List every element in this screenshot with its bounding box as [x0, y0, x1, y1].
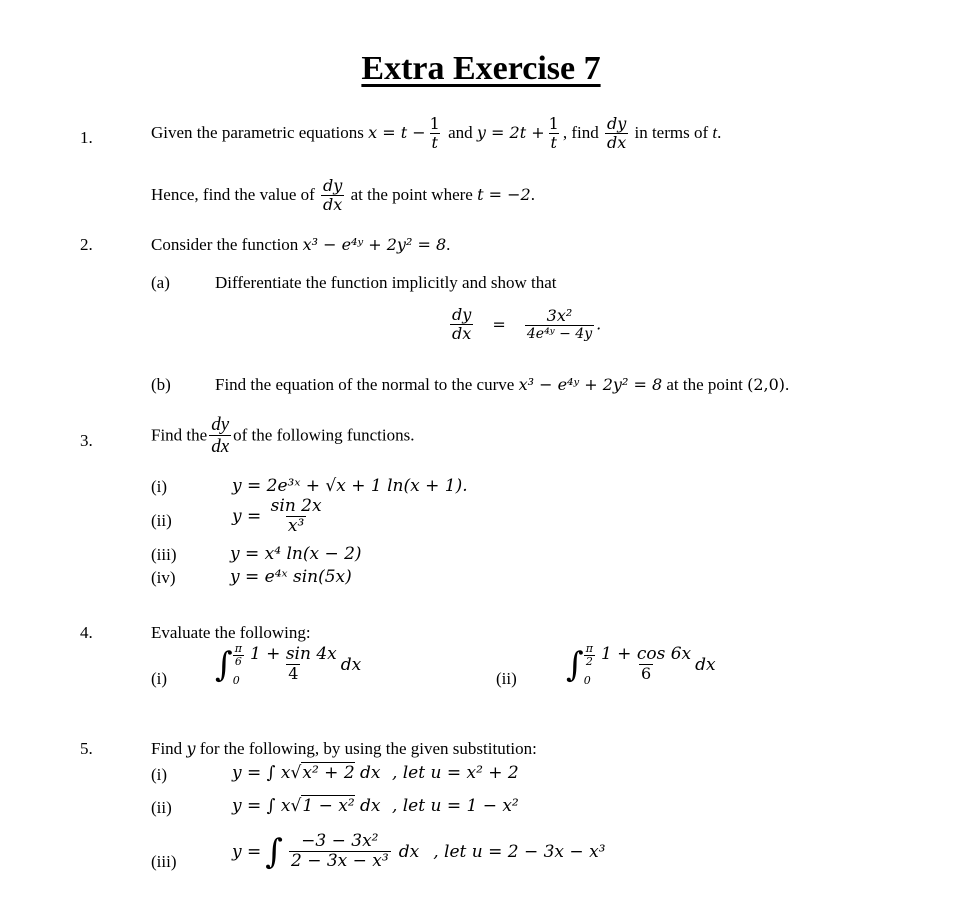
- q4-intro-text: Evaluate the following:: [151, 623, 311, 642]
- question-2-intro: [151, 235, 450, 255]
- q2-equals: =: [492, 314, 506, 334]
- q2-a-dot: .: [596, 314, 602, 334]
- q5-instructions-text: for the following, by using the given substitution:: [199, 739, 537, 758]
- question-number-2: 2.: [80, 235, 93, 254]
- q3-item-fraction-expression: [232, 498, 326, 536]
- square-root-icon: √: [290, 796, 302, 816]
- q2-b-function: x³ − e⁴ʸ + 2y² = 8: [518, 375, 663, 394]
- q1-and-text: and: [448, 123, 473, 142]
- q5-iii-fraction: [289, 830, 391, 871]
- q2-lhs-den: dx: [452, 323, 472, 343]
- q5-part-iii-expression: [232, 832, 605, 872]
- q2-part-b-label: (b): [151, 375, 171, 394]
- q1-equation-y: y = 2t +: [476, 123, 545, 142]
- q4-part-i-label: (i): [151, 669, 168, 688]
- integral-sign-icon: ∫: [265, 832, 283, 872]
- q4-i-upper-limit: [233, 643, 244, 668]
- q2-rhs-fraction: [525, 308, 594, 342]
- q5-y-variable: y: [186, 739, 196, 758]
- q3-item-label: (i): [151, 477, 168, 496]
- q2-rhs-den: 4e⁴ʸ − 4y: [526, 325, 593, 342]
- q1-fraction-one-over-t-2: [547, 116, 561, 152]
- q5-iii-den: 2 − 3x − x³: [290, 850, 389, 871]
- q1-find-text: , find: [562, 123, 599, 142]
- q5-part-iii-label: (iii): [151, 852, 177, 871]
- square-root-icon: √: [290, 763, 302, 783]
- q5-iii-lhs: y =: [232, 842, 262, 862]
- q2-b-text: Find the equation of the normal to the curve: [215, 375, 515, 394]
- q3-ii-lhs: y =: [232, 506, 262, 527]
- q1-fraction-one-over-t: [428, 116, 442, 152]
- question-5-intro: [151, 739, 537, 759]
- question-3-intro: [151, 415, 414, 458]
- q1-equation-x: x = t −: [368, 123, 426, 142]
- q5-i-lhs: y = ∫ x: [232, 763, 291, 783]
- q5-iii-substitution: , let u = 2 − 3x − x³: [433, 842, 606, 862]
- q4-ii-fraction: [599, 646, 693, 683]
- integral-sign-icon: ∫: [215, 645, 233, 685]
- q1-hence-equation: t = −2: [477, 185, 531, 204]
- q3-item-label: (iv): [151, 568, 176, 587]
- q3-dydx-fraction: [209, 415, 231, 458]
- q4-i-lower-limit: 0: [232, 674, 240, 687]
- q5-item-label: (ii): [151, 798, 172, 817]
- q2-lhs-num: dy: [452, 305, 472, 324]
- q3-find-text: Find the: [151, 425, 208, 445]
- q5-iii-num: −3 − 3x²: [301, 830, 379, 851]
- q5-ii-dx: dx: [360, 796, 381, 816]
- q2-rhs-num: 3x²: [546, 306, 573, 326]
- q1-dy: dy: [606, 114, 627, 133]
- q3-item-expression: y = 2e³ˣ + √x + 1 ln(x + 1).: [232, 476, 468, 496]
- q5-iii-dx: dx: [398, 842, 420, 862]
- q3-ii-den: x³: [287, 515, 305, 536]
- q2-part-a-equation: [448, 307, 601, 343]
- q2-part-a-label: (a): [151, 273, 170, 292]
- q2-part-b: [215, 375, 789, 395]
- q2-lhs-fraction: [450, 307, 473, 343]
- q1-dydx-fraction: [605, 116, 628, 152]
- q2-consider-text: Consider the function: [151, 235, 299, 254]
- question-1-line-1: [151, 116, 721, 152]
- q4-part-ii-label: (ii): [496, 669, 517, 688]
- q5-item-expression: [232, 763, 519, 783]
- page-title: Extra Exercise 7: [361, 50, 601, 87]
- q5-i-dx: dx: [360, 763, 381, 783]
- q2-end: .: [446, 235, 451, 254]
- q4-integral-i: [215, 643, 361, 687]
- q4-i-upper-num: π: [234, 642, 242, 655]
- q2-function: x³ − e⁴ʸ + 2y² = 8: [302, 235, 447, 254]
- q5-ii-radicand: 1 − x²: [302, 796, 355, 816]
- q3-ii-num: sin 2x: [270, 496, 322, 516]
- question-1-line-2: [151, 178, 535, 214]
- question-number-5: 5.: [80, 739, 93, 758]
- q1-intro-text: Given the parametric equations: [151, 123, 364, 142]
- q1-frac-den: t: [431, 132, 438, 152]
- q1-hence-point-text: at the point where: [350, 185, 473, 204]
- q5-item-expression: [232, 796, 519, 816]
- q4-ii-den: 6: [640, 664, 652, 684]
- q4-ii-upper-num: π: [585, 642, 593, 655]
- q2-b-end: .: [785, 375, 790, 394]
- q4-ii-lower-limit: 0: [583, 674, 591, 687]
- q4-i-num: 1 + sin 4x: [249, 644, 337, 665]
- q5-i-substitution: , let u = x² + 2: [391, 763, 519, 783]
- q1-frac2-num: 1: [548, 114, 559, 133]
- q1-t-variable: t: [712, 123, 718, 142]
- q1-frac2-den: t: [550, 132, 557, 152]
- integral-sign-icon: ∫: [566, 645, 584, 685]
- q4-integral-ii: [566, 643, 716, 687]
- q3-item-label: (iii): [151, 545, 177, 564]
- q3-dy: dy: [211, 414, 230, 435]
- question-number-4: 4.: [80, 623, 93, 642]
- q5-ii-lhs: y = ∫ x: [232, 796, 291, 816]
- q1-hence-dx: dx: [323, 194, 343, 214]
- q5-find-text: Find: [151, 739, 183, 758]
- q3-ii-fraction: [269, 498, 324, 536]
- q4-i-fraction: [248, 646, 339, 683]
- q3-item-label: (ii): [151, 511, 172, 530]
- q5-i-radicand: x² + 2: [302, 763, 355, 783]
- q4-ii-dx: dx: [695, 655, 716, 675]
- q1-period: .: [717, 123, 722, 142]
- q4-i-dx: dx: [340, 655, 362, 675]
- question-number-3: 3.: [80, 431, 93, 450]
- q2-b-point: (2,0): [747, 375, 786, 394]
- q2-b-at-text: at the point: [666, 375, 743, 394]
- q4-ii-num: 1 + cos 6x: [600, 644, 692, 665]
- q1-hence-dydx-fraction: [321, 178, 344, 214]
- q4-i-upper-den: 6: [234, 654, 242, 668]
- q1-hence-dy: dy: [323, 176, 343, 195]
- q4-i-den: 4: [288, 664, 299, 684]
- q5-ii-substitution: , let u = 1 − x²: [391, 796, 519, 816]
- q4-ii-upper-den: 2: [585, 654, 593, 668]
- q1-hence-end: .: [530, 185, 535, 204]
- q5-item-label: (i): [151, 765, 168, 784]
- q3-item-expression: y = x⁴ ln(x − 2): [230, 544, 362, 564]
- q4-ii-upper-limit: [584, 643, 595, 668]
- q3-item-expression: y = e⁴ˣ sin(5x): [230, 567, 352, 587]
- question-number-1: 1.: [80, 128, 93, 147]
- q3-dx: dx: [211, 435, 230, 457]
- q1-dx: dx: [606, 132, 627, 152]
- q1-frac-num: 1: [429, 114, 440, 133]
- q1-hence-text: Hence, find the value of: [151, 185, 315, 204]
- q2-part-a-text: Differentiate the function implicitly and show that: [215, 273, 557, 292]
- q1-in-terms-text: in terms of: [634, 123, 709, 142]
- q3-following-text: of the following functions.: [233, 425, 415, 445]
